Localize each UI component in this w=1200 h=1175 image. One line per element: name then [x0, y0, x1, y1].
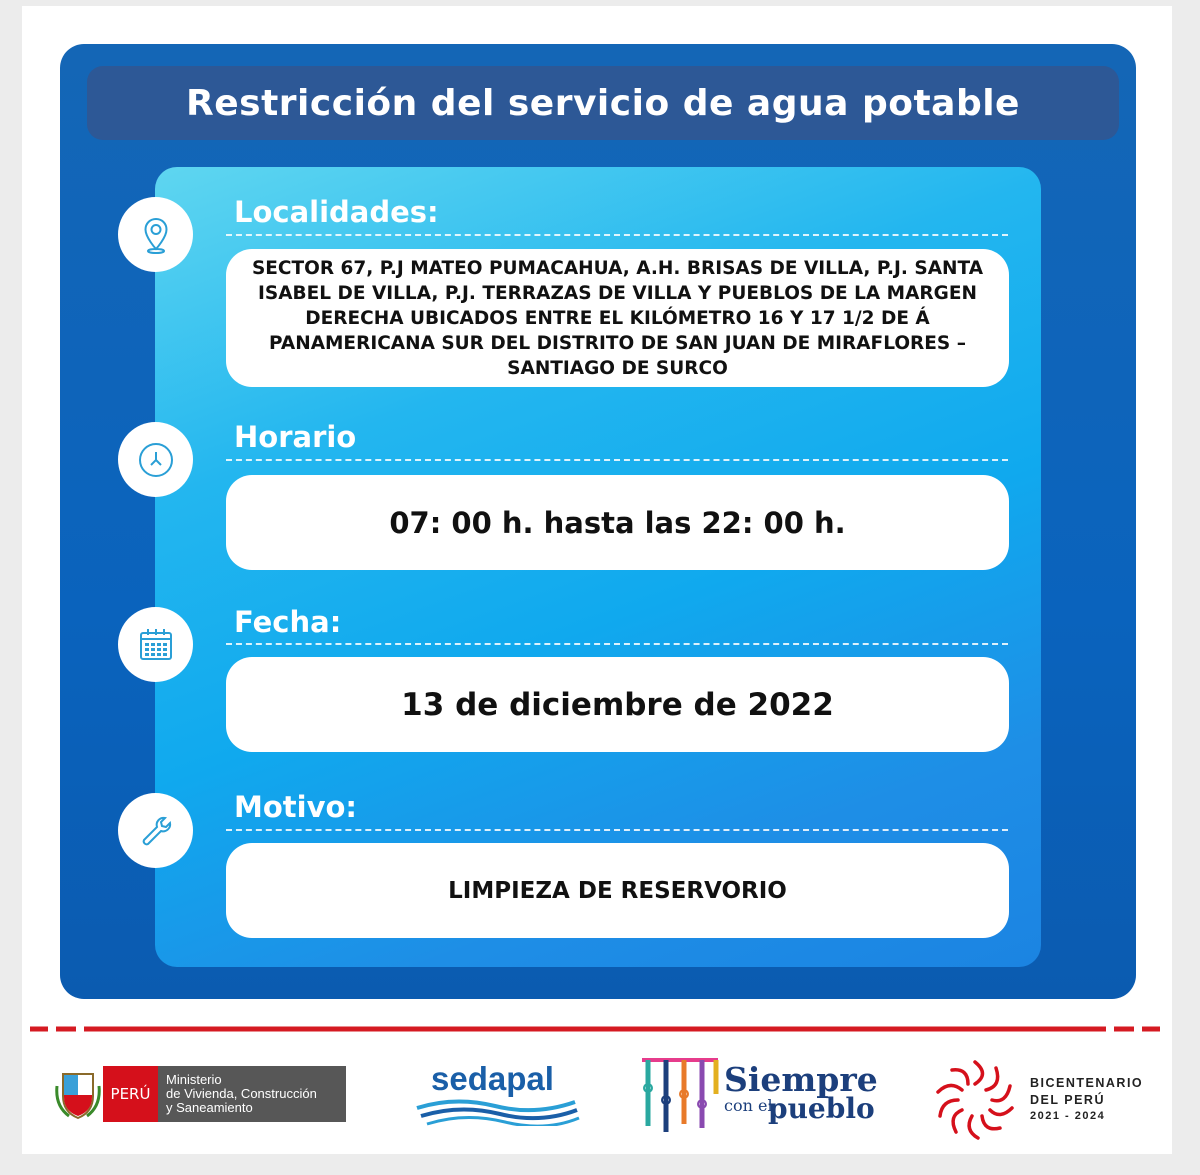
section-label-localidades: Localidades:	[234, 195, 439, 229]
people-figures-icon	[638, 1054, 722, 1134]
pueblo-text: pueblo	[768, 1092, 875, 1125]
divider	[226, 234, 1008, 236]
sedapal-logo	[415, 1058, 580, 1128]
sedapal-waves-icon	[415, 1096, 580, 1126]
peru-label: PERÚ	[103, 1066, 158, 1122]
motivo-text: LIMPIEZA DE RESERVORIO	[448, 877, 787, 904]
ministerio-label	[158, 1066, 346, 1122]
section-label-motivo: Motivo:	[234, 790, 358, 824]
ministerio-logo	[55, 1066, 346, 1122]
page-title: Restricción del servicio de agua potable	[186, 82, 1020, 124]
calendar-icon	[118, 607, 193, 682]
bicentenario-line: BICENTENARIO	[1030, 1076, 1144, 1090]
divider	[226, 459, 1008, 461]
divider	[226, 829, 1008, 831]
horario-box	[226, 475, 1009, 570]
bicentenario-sun-icon	[930, 1054, 1020, 1144]
horario-text: 07: 00 h. hasta las 22: 00 h.	[389, 505, 846, 540]
con-el-text: con el	[724, 1096, 773, 1115]
motivo-box	[226, 843, 1009, 938]
ministerio-line: y Saneamiento	[166, 1100, 253, 1115]
wrench-icon	[118, 793, 193, 868]
localidades-text: SECTOR 67, P.J MATEO PUMACAHUA, A.H. BRISAS DE VILLA, P.J. SANTA ISABEL DE VILLA, P.J. TERRAZAS DE VILLA Y PUEBLOS DE LA MARGEN DERECHA UBICADOS ENTRE EL KILÓMETRO 16 Y 17 1/2 DE Á PANAMERICANA SUR DEL DISTRITO DE SAN JUAN DE MIRAFLORES – SANTIAGO DE SURCO	[251, 257, 984, 379]
siempre-text: Siempre	[724, 1060, 878, 1099]
section-label-horario: Horario	[234, 420, 357, 454]
ministerio-line: Ministerio	[166, 1072, 222, 1087]
fecha-box	[226, 657, 1009, 752]
sedapal-wordmark: sedapal	[431, 1060, 554, 1097]
siempre-con-el-pueblo-logo	[638, 1052, 878, 1136]
clock-icon	[118, 422, 193, 497]
title-bar	[87, 66, 1119, 140]
footer-divider	[30, 1026, 1160, 1032]
peru-coat-of-arms-icon	[55, 1066, 101, 1122]
section-label-fecha: Fecha:	[234, 605, 342, 639]
ministerio-line: de Vivienda, Construcción	[166, 1086, 317, 1101]
bicentenario-line: DEL PERÚ	[1030, 1093, 1105, 1107]
bicentenario-logo	[930, 1054, 1160, 1144]
divider	[226, 643, 1008, 645]
fecha-text: 13 de diciembre de 2022	[401, 686, 834, 723]
localidades-box	[226, 249, 1009, 387]
bicentenario-line: 2021 - 2024	[1030, 1110, 1106, 1122]
location-pin-icon	[118, 197, 193, 272]
